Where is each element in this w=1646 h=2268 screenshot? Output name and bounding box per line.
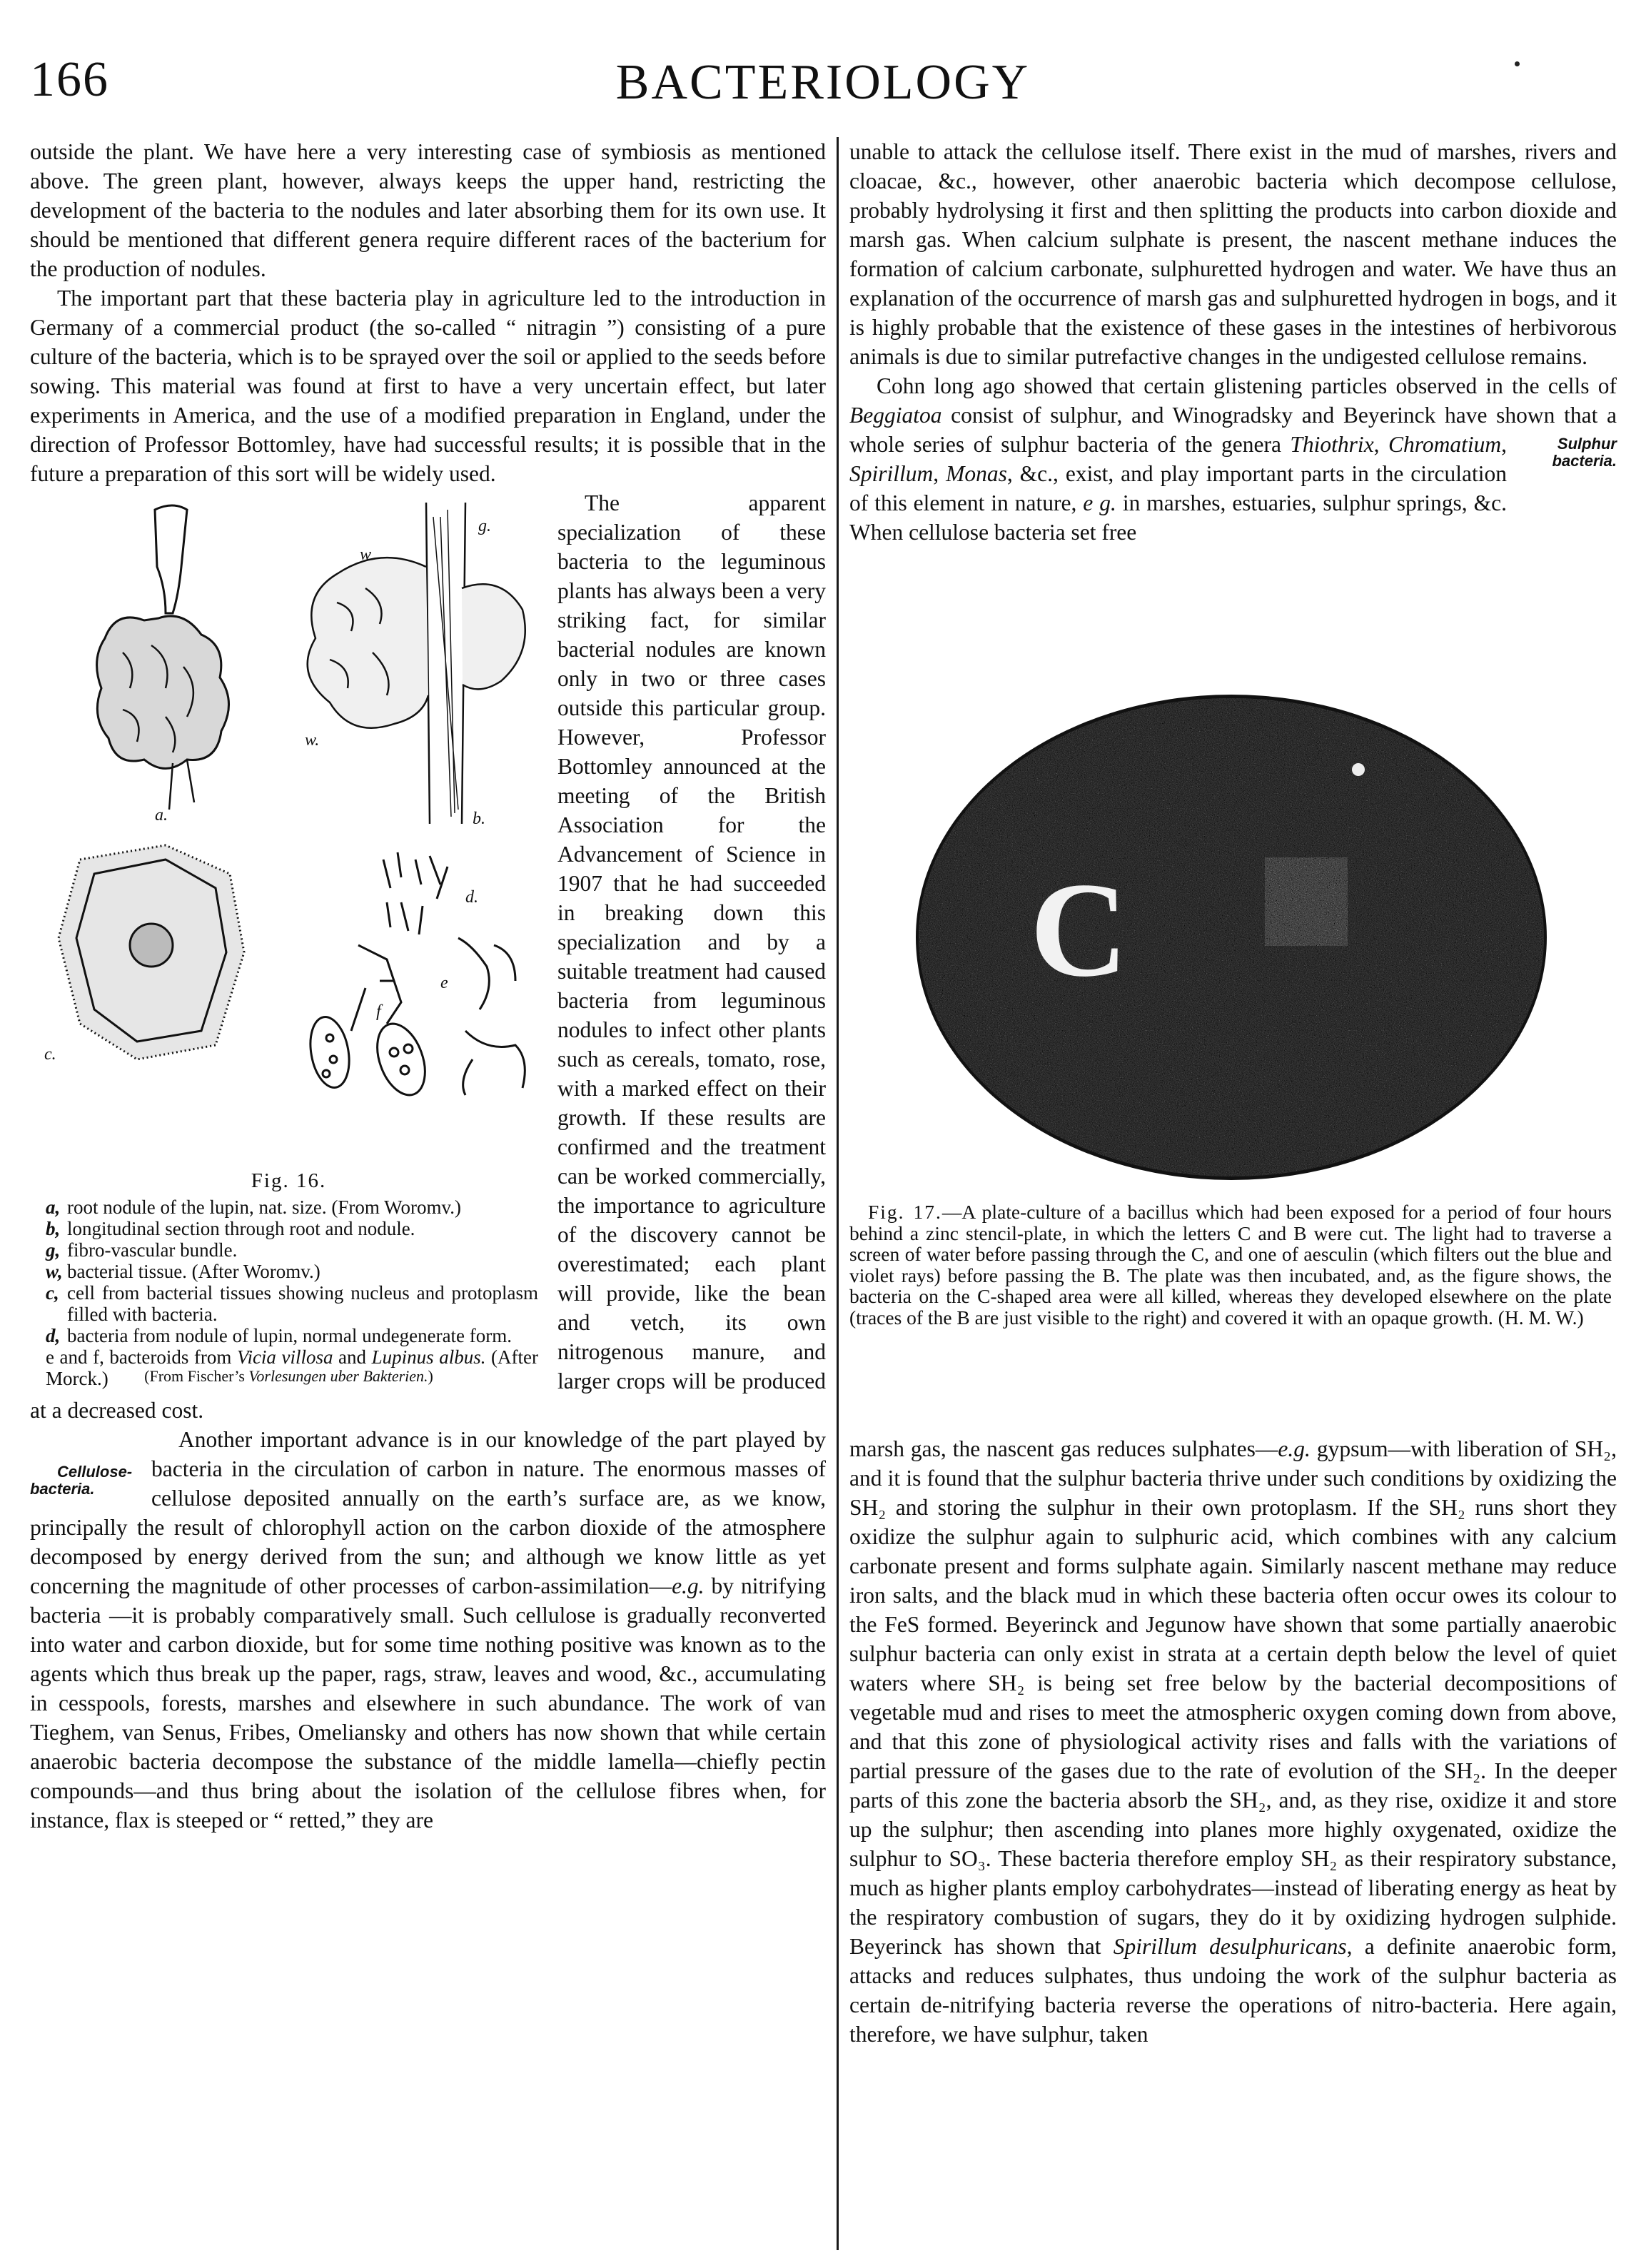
credit-pre: (From Fischer’s xyxy=(144,1367,249,1385)
abbreviation: e g. xyxy=(1083,490,1116,515)
paragraph-text: Cohn long ago showed that certain glistening particles observed in the cells of xyxy=(877,373,1617,398)
panel-label-e: e xyxy=(440,974,448,992)
legend-text: bacteria from nodule of lupin, normal undegenerate form. xyxy=(67,1325,513,1346)
paragraph-carbon-cycle xyxy=(30,1425,826,1835)
separator: , xyxy=(1501,432,1507,457)
panel-label-f: f xyxy=(376,1002,381,1021)
legend-last-post: (After Morck.) xyxy=(46,1346,538,1389)
legend-key: w, xyxy=(46,1261,63,1282)
side-note-cellulose: Cellulose-bacteria. xyxy=(30,1463,133,1498)
legend-row xyxy=(46,1218,538,1239)
side-note-sulphur: Sulphur bacteria. xyxy=(1552,435,1617,470)
legend-row xyxy=(46,1196,538,1218)
panel-label-d: d. xyxy=(465,888,478,907)
legend-row xyxy=(46,1282,538,1325)
panel-label-c: c. xyxy=(44,1045,56,1064)
margin-note-slot xyxy=(30,1425,151,1513)
legend-key: b, xyxy=(46,1218,61,1239)
genus-name: Spirillum xyxy=(849,461,934,486)
legend-key: d, xyxy=(46,1325,61,1346)
right-column-continued xyxy=(849,1434,1617,2049)
legend-key: a, xyxy=(46,1196,61,1218)
figure-17-caption xyxy=(849,1201,1612,1328)
legend-last-mid: and xyxy=(333,1346,372,1368)
figure-16-drawing xyxy=(30,488,547,1163)
figure-16 xyxy=(30,488,547,1389)
legend-text: cell from bacterial tissues showing nucleus and protoplasm filled with bacteria. xyxy=(67,1282,538,1325)
margin-note-slot xyxy=(1511,430,1617,491)
paragraph: unable to attack the cellulose itself. There exist in the mud of marshes, rivers and cloacae, &c., however, other anaerobic bacteria which decompose cellulose, probably hydrolysing it first and then splitting the products into carbon dioxide and marsh gas. When calcium sulphate is present, the nascent methane induces the formation of calcium carbonate, sulphuretted hydrogen and water. We have thus an explanation of the occurrence of marsh gas and sulphuretted hydrogen in bogs, and it is highly probable that the existence of these gases in the intestines of herbivorous animals is due to similar putrefactive changes in the undigested cellulose remains. xyxy=(849,139,1617,369)
legend-row xyxy=(46,1325,538,1346)
panel-label-b: b. xyxy=(473,810,485,828)
figure-16-credit xyxy=(30,1361,547,1391)
paragraph-text: by nitrifying bacteria —it is probably comparatively small. Such cellulose is gradually reconverted into water and carbon dioxide, but for some time nothing positive was known as to the agents which thus break up the paper, rags, straw, leaves and wood, &c., accumulating in cesspools, forests, marshes and elsewhere in such abundance. The work of van Tieghem, van Senus, Fribes, Omeliansky and others has now shown that while certain anaerobic bacteria decompose the substance of the middle lamella—chiefly pectin compounds—and thus bring about the isolation of the cellulose fibres when, for instance, flax is steeped or “ retted,” they are xyxy=(30,1573,826,1833)
genus-name: Thiothrix xyxy=(1290,432,1374,457)
left-column xyxy=(30,137,826,1835)
legend-key: c, xyxy=(46,1282,59,1304)
legend-key: g, xyxy=(46,1239,61,1261)
plate-speck xyxy=(1352,763,1365,776)
separator: , xyxy=(933,461,946,486)
legend-text: longitudinal section through root and nodule. xyxy=(67,1218,415,1239)
caption-text: —A plate-culture of a bacillus which had been exposed for a period of four hours behind a zinc stencil-plate, in which the letters C and B were cut. The light had to traverse a screen of water before passing through the C, and one of aesculin (which filters out the blue and violet rays) before passing the B. The plate was then incubated, and, as the figure shows, the bacteria on the C-shaped area were all killed, whereas they developed elsewhere on the plate (traces of the B are just visible to the right) and covered it with an opaque growth. (H. M. W.) xyxy=(849,1201,1612,1329)
genus-name: Beggiatoa xyxy=(849,403,942,428)
legend-text: fibro-vascular bundle. xyxy=(67,1239,238,1261)
paragraph: The important part that these bacteria play in agriculture led to the introduction in Germany of a commercial product (the so-called “ nitragin ”) consisting of a pure culture of the bacteria, which is to be sprayed over the soil or applied to the seeds before sowing. This material was found at first to have a very uncertain effect, but later experiments in America, and the use of a modified preparation in England, under the direction of Professor Bottomley, have had successful results; it is possible that in the future a preparation of this sort will be widely used. xyxy=(30,286,826,486)
credit-post: ) xyxy=(428,1367,433,1385)
paragraph-text: Another important advance is in our knowledge of the part played by bacteria in the circulation of carbon in nature. The enormous masses of cellulose deposited annually on the earth’s surface are, as we know, principally the result of chlorophyll action on the carbon dioxide of the atmosphere decomposed by energy derived from the sun; and although we know little as yet concerning the magnitude of other processes of carbon-assimilation— xyxy=(30,1427,826,1598)
legend-row xyxy=(46,1261,538,1282)
panel-label-w: w. xyxy=(305,731,320,750)
paragraph-text: consist of sulphur, and Winogradsky and Beyerinck have shown that a whole series of sulphur bacteria of the genera xyxy=(849,403,1617,457)
paragraph-text: , a definite anaerobic form, attacks and reduces sulphates, thus undoing the work of the sulphur bacteria as certain de-nitrifying bacteria reverse the operations of nitro-bacteria. Here again, therefore, we have sulphur, taken xyxy=(849,1934,1617,2047)
abbreviation: e.g. xyxy=(1278,1436,1311,1461)
plate-letter-b-traces xyxy=(1265,857,1348,946)
bacteroids-f-drawing xyxy=(306,1014,434,1102)
genus-name: Monas xyxy=(946,461,1007,486)
legend-text: root nodule of the lupin, nat. size. (From Woromv.) xyxy=(67,1196,461,1218)
paragraph-text: gypsum—with liberation of SH₂, and it is found that the sulphur bacteria thrive under such conditions by oxidizing the SH₂ and storing the sulphur in their own protoplasm. If the SH₂ runs short they oxidize the sulphur again to sulphuric acid, which combines with any calcium carbonate present and forms sulphate again. Similarly nascent methane may reduce iron salts, and the black mud in which these bacteria often occur owes its colour to the FeS formed. Beyerinck and Jegunow have shown that some partially anaerobic sulphur bacteria can only exist in strata at a certain depth below the level of quiet waters where SH₂ is being set free below by the bacterial decompositions of vegetable mud and rises to meet the atmospheric oxygen coming down from above, and that this zone of physiological activity rises and falls with the variations of partial pressure of the gases due to the rate of evolution of the SH₂. In the deeper parts of this zone the bacteria absorb the SH₂, and, as they rise, oxidize it and store up the sulphur; then ascending into planes more highly oxygenated, oxidize the sulphur to SO₃. These bacteria therefore employ SH₂ as their respiratory substance, much as higher plants employ carbohydrates—instead of liberating energy as heat by the respiratory combustion of sugars, they do it by oxidizing hydrogen sulphide. Beyerinck has shown that xyxy=(849,1436,1617,1959)
paragraph: The apparent specialization of these bacteria to the leguminous plants has always been a very striking fact, for similar bacterial nodules are known only in two or three cases outside this particular group. However, Professor Bottomley announced at the meeting of the British Association for the Advancement of Science in 1907 that he had succeeded in breaking down this specialization and by a suitable treatment had caused bacteria from leguminous nodules to infect other plants such as cereals, tomato, rose, with a marked effect on their growth. If these results are confirmed and the treatment can be worked commercially, the importance to agriculture of the discovery cannot be overestimated; each plant will provide, like the bean and vetch, its own nitrogenous manure, and larger crops will be produced at a decreased cost. xyxy=(30,490,826,1423)
species-name: Lupinus albus. xyxy=(371,1346,486,1368)
genus-name: Chromatium xyxy=(1388,432,1502,457)
paragraph-sulphur xyxy=(849,371,1617,547)
caption-label: Fig. 17. xyxy=(868,1201,942,1223)
bacterial-cell-drawing xyxy=(59,845,244,1059)
paragraph-text: , &c., exist, and play important parts in the circulation of this element in nature, xyxy=(849,461,1507,515)
panel-label-g: g. xyxy=(478,517,491,535)
longitudinal-section-drawing xyxy=(308,503,525,824)
ink-speck xyxy=(1515,61,1520,66)
abbreviation: e.g. xyxy=(672,1573,705,1598)
separator: , xyxy=(1373,432,1389,457)
paragraph: outside the plant. We have here a very interesting case of symbiosis as mentioned above. The green plant, however, always keeps the upper hand, restricting the development of the bacteria to the nodules and later absorbing them for its own use. It should be mentioned that different genera require different races of the bacterium for the production of nodules. xyxy=(30,139,826,281)
column-rule xyxy=(837,137,839,2250)
legend-row xyxy=(46,1239,538,1261)
paragraph-text: in marshes, estuaries, sulphur springs, &c. When cellulose bacteria set free xyxy=(849,490,1507,545)
legend-last-pre: e and f, bacteroids from xyxy=(46,1346,237,1368)
right-column xyxy=(849,137,1617,547)
root-nodule-drawing xyxy=(97,505,229,810)
panel-label-a: a. xyxy=(155,806,168,825)
page-number: 166 xyxy=(30,52,109,107)
bacteria-rods-drawing xyxy=(383,852,448,934)
panel-label-w-upper: w xyxy=(360,545,372,564)
running-title: BACTERIOLOGY xyxy=(615,55,1031,110)
figure-16-legend xyxy=(46,1196,538,1389)
species-name: Vicia villosa xyxy=(236,1346,333,1368)
paragraph-text: marsh gas, the nascent gas reduces sulphates— xyxy=(849,1436,1278,1461)
legend-text: bacterial tissue. (After Woromv.) xyxy=(67,1261,320,1282)
paragraph-sulphur-cycle xyxy=(849,1434,1617,2049)
figure-16-title: Fig. 16. xyxy=(251,1169,327,1192)
figure-17-plate-culture xyxy=(910,691,1552,1191)
credit-title: Vorlesungen uber Bakterien. xyxy=(248,1367,428,1385)
species-name: Spirillum desulphuricans xyxy=(1113,1934,1347,1959)
plate-letter-c: C xyxy=(1030,855,1129,1005)
